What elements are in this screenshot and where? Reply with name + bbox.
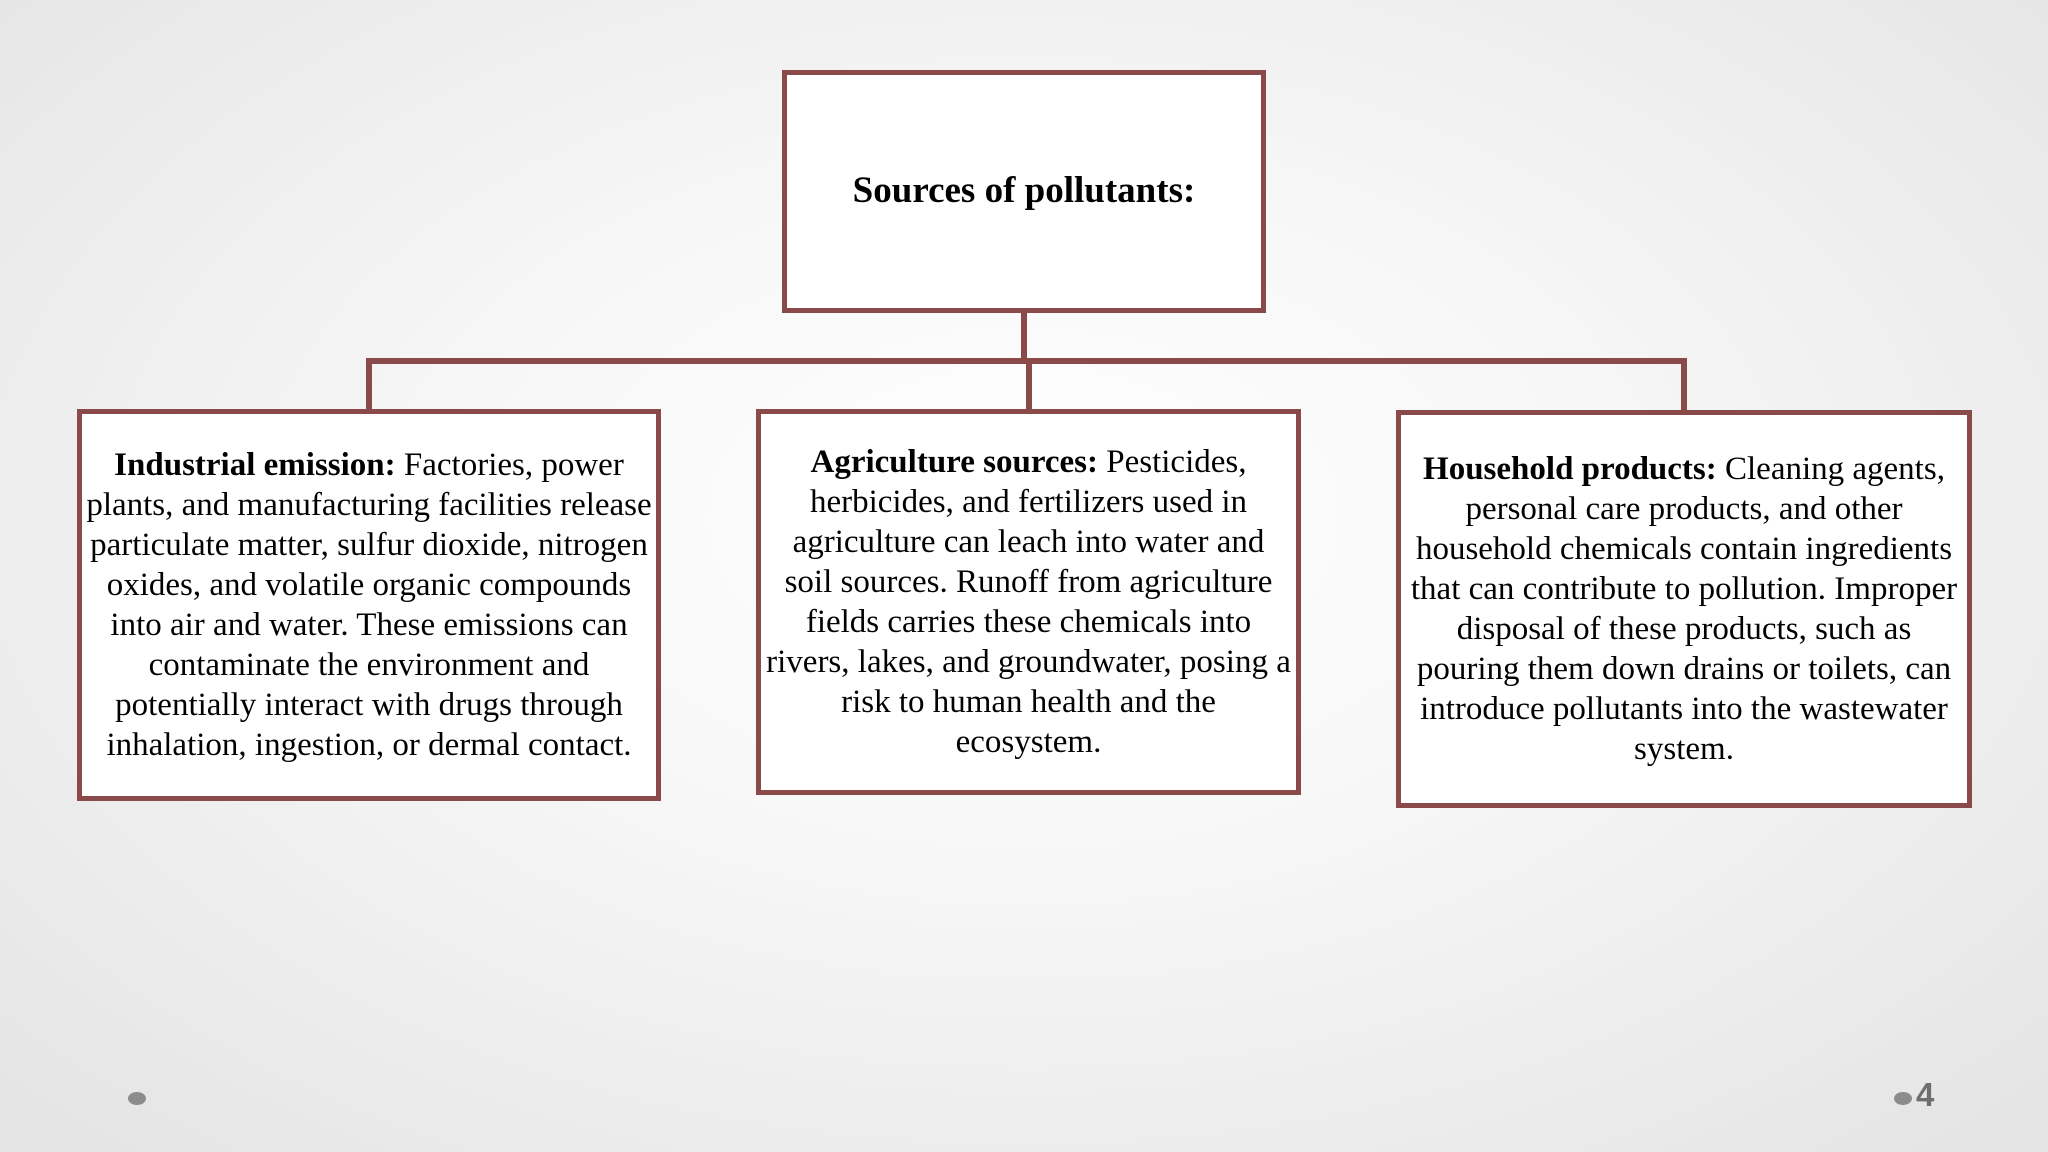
node-household-products — [1396, 410, 1972, 808]
footer-dot-left — [128, 1092, 146, 1105]
node-agriculture-sources — [756, 409, 1301, 795]
node-household-body: Cleaning agents, personal care products, and other household chemicals contain ingredients that can contribute to pollution. Improper disposal of these products, such as pouring them down drains or toilets, can introduce pollutants into the wastewater system. — [1410, 451, 1958, 767]
page-number: 4 — [1916, 1076, 1935, 1113]
footer-dot-right — [1894, 1092, 1912, 1105]
node-agriculture-body: Pesticides, herbicides, and fertilizers used in agriculture can leach into water and soil sources. Runoff from agriculture fields carries these chemicals into rivers, lakes, and groundwater, posing a risk to human health and the ecosystem. — [766, 444, 1291, 760]
node-household-heading: Household products: — [1423, 451, 1717, 487]
node-industrial-body: Factories, power plants, and manufacturing facilities release particulate matter, sulfur dioxide, nitrogen oxides, and volatile organic compounds into air and water. These emissions can contaminate the environment and potentially interact with drugs through inhalation, ingestion, or dermal contact. — [86, 447, 652, 763]
root-node-box — [782, 70, 1266, 313]
node-industrial-text — [86, 445, 652, 765]
node-agriculture-heading: Agriculture sources: — [810, 444, 1098, 480]
node-household-text — [1405, 449, 1963, 769]
node-industrial-heading: Industrial emission: — [114, 447, 396, 483]
root-node-title: Sources of pollutants: — [852, 170, 1196, 212]
node-agriculture-text — [765, 442, 1292, 762]
node-industrial-emission — [77, 409, 661, 801]
